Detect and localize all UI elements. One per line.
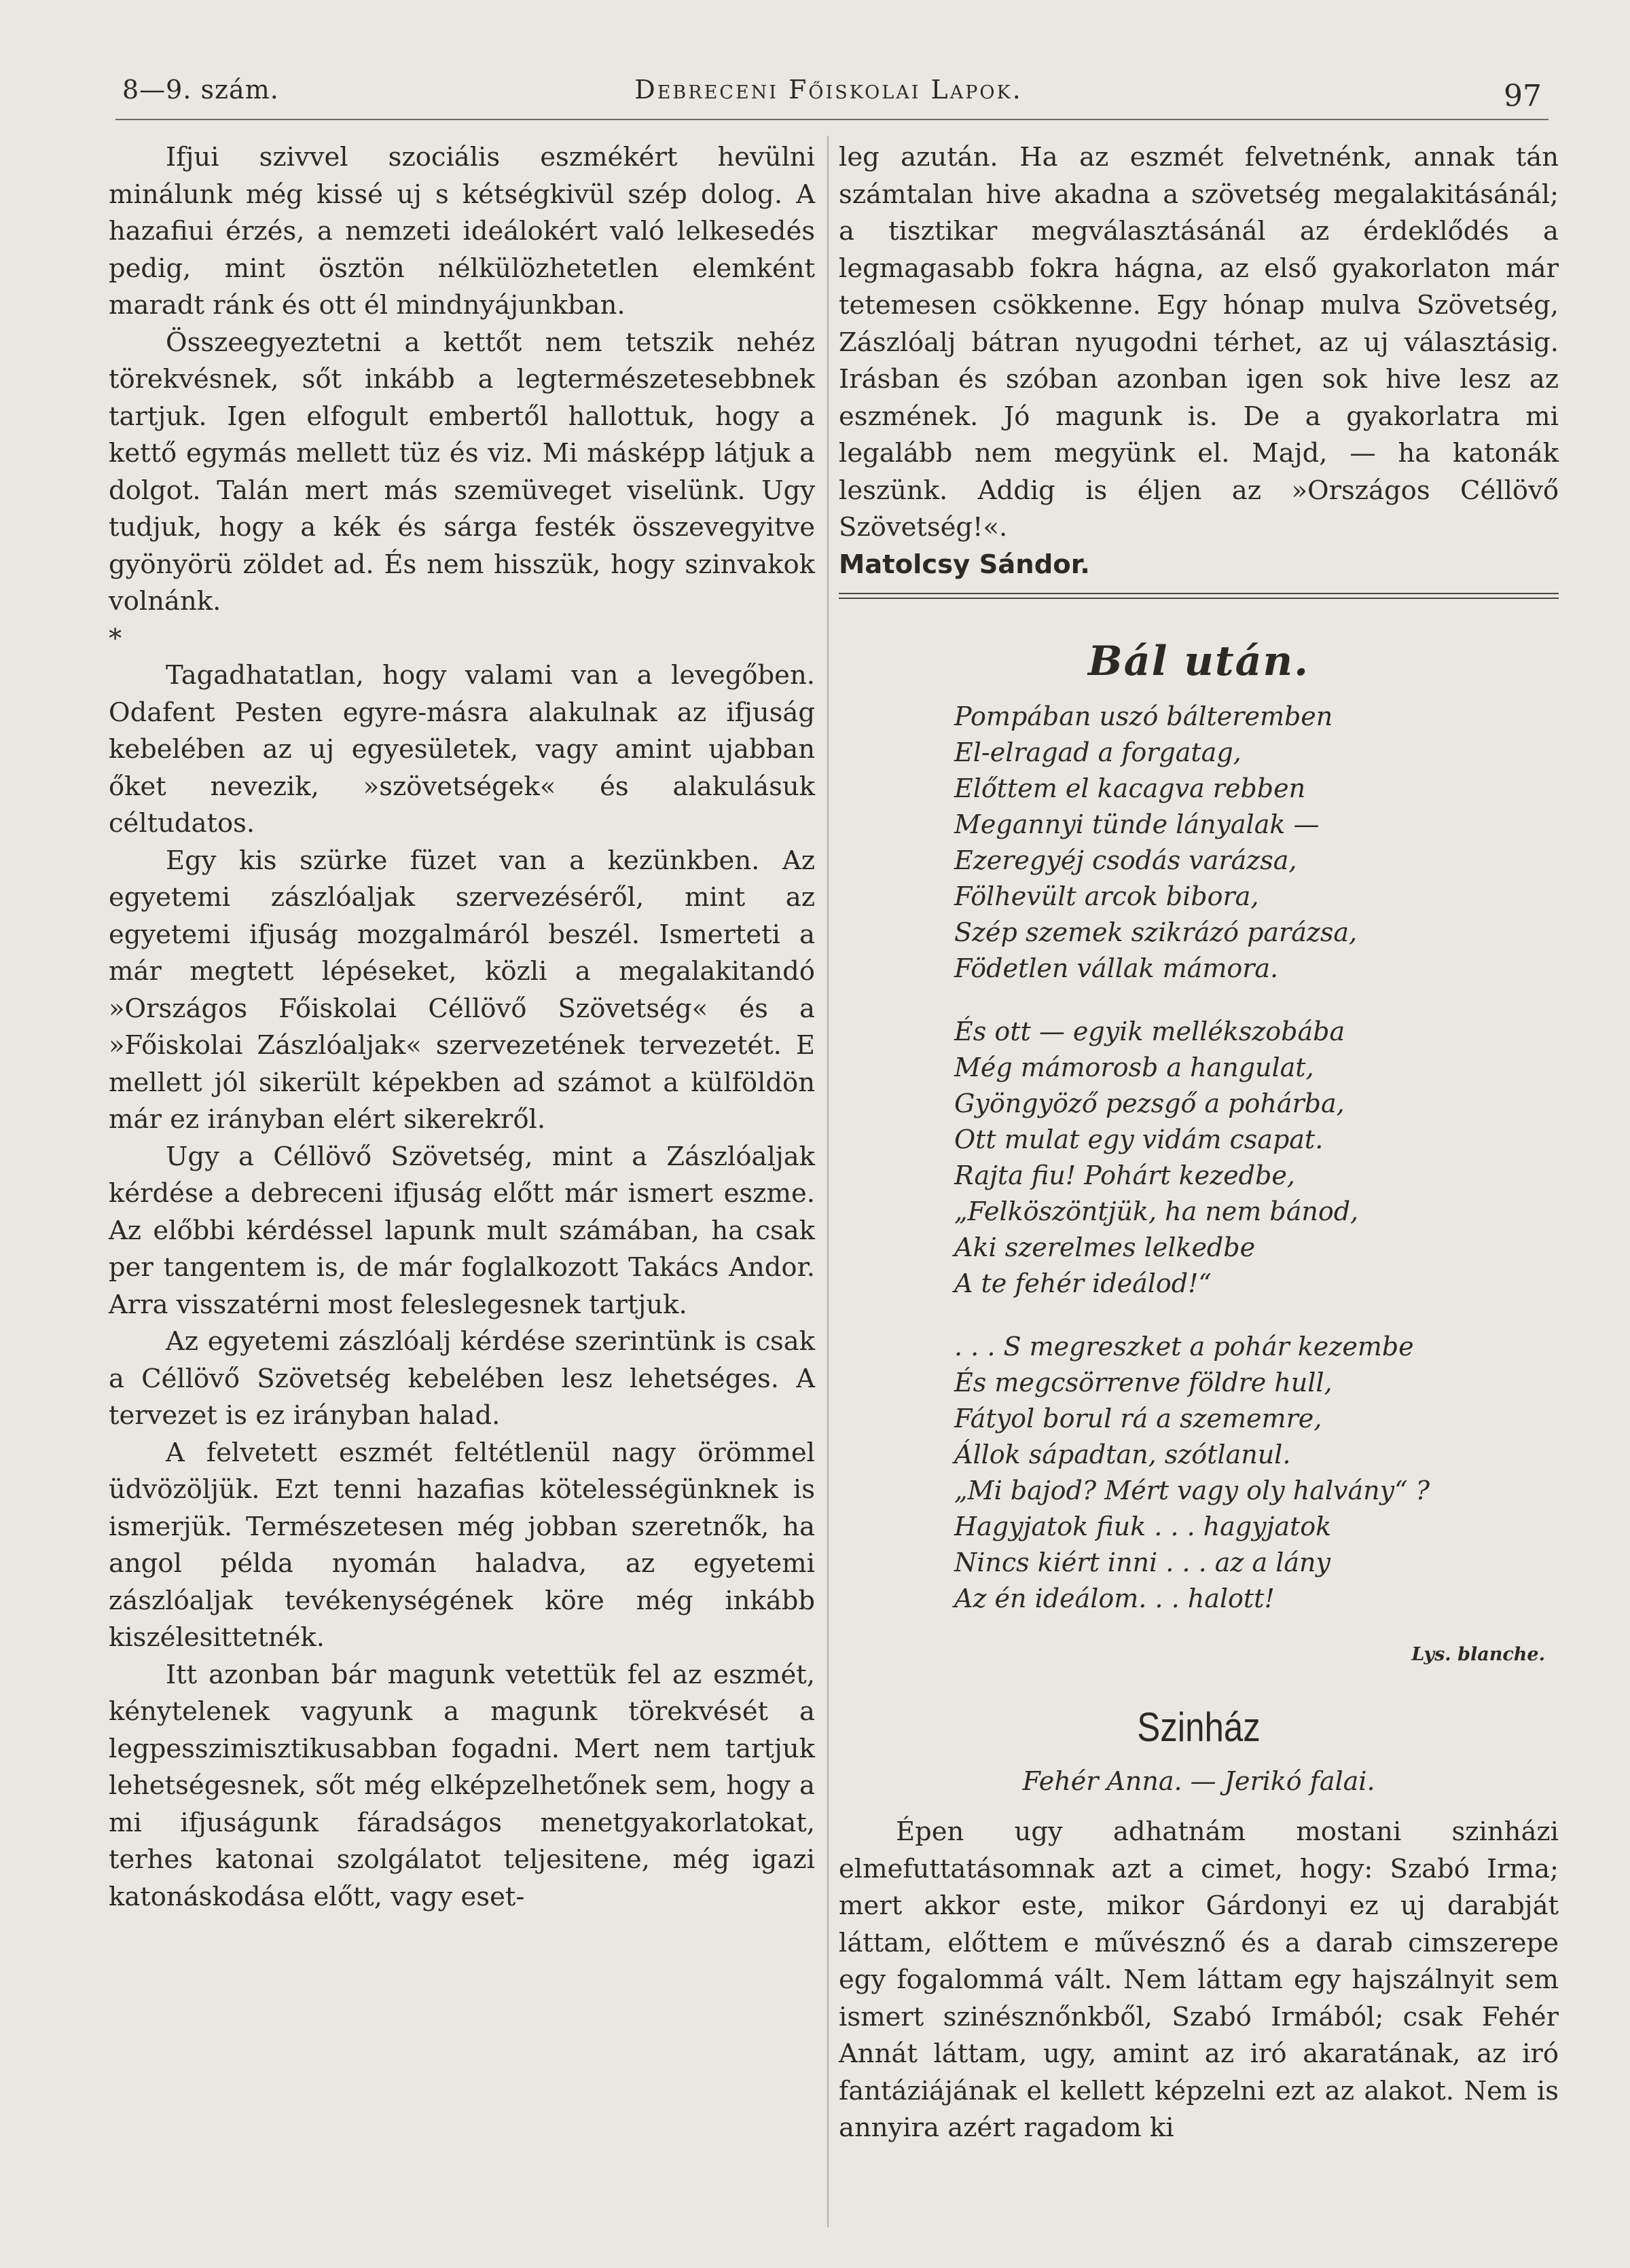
poem-line: . . . S megreszket a pohár kezembe	[954, 1332, 1414, 1361]
article-paragraph: Ugy a Céllövő Szövetség, mint a Zászlóaljak kérdése a debreceni ifjuság előtt már ismert eszme. Az előbbi kérdéssel lapunk mult számában, ha csak per tangentem is, de már foglalkozott Takács Andor. Arra visszatérni most feleslegesnek tartjuk.	[109, 1141, 815, 1320]
poem-author: Lys. blanche.	[1411, 1644, 1545, 1665]
poem-line: Ezeregyéj csodás varázsa,	[954, 845, 1297, 875]
poem-line: Gyöngyöző pezsgő a pohárba,	[954, 1089, 1345, 1118]
page-number: 97	[1504, 79, 1542, 113]
poem-line: Aki szerelmes lelkedbe	[954, 1232, 1256, 1262]
poem-line: És megcsörrenve földre hull,	[954, 1368, 1333, 1397]
article-paragraph: Ifjui szivvel szociális eszmékért hevülni minálunk még kissé uj s kétségkivül szép dolog. A hazafiui érzés, a nemzeti ideálokért való lelkesedés pedig, mint ösztön nélkülözhetetlen elemként maradt ránk és ott él mindnyájunkban.	[109, 142, 815, 321]
right-column	[839, 139, 1559, 2147]
column-separator	[827, 136, 829, 2227]
poem-line: Szép szemek szikrázó parázsa,	[954, 917, 1358, 947]
poem-line: Előttem el kacagva rebben	[954, 773, 1306, 803]
poem-title: Bál után.	[1088, 638, 1309, 685]
poem-line: Az én ideálom. . . halott!	[954, 1584, 1275, 1613]
article-paragraph: Összeegyeztetni a kettőt nem tetszik nehéz törekvésnek, sőt inkább a legtermészetesebbnek tartjuk. Igen elfogult embertől hallottuk, hogy a kettő egymás mellett tüz és viz. Mi másképp látjuk a dolgot. Talán mert más szemüveget viselünk. Ugy tudjuk, hogy a kék és sárga festék összevegyitve gyönyörü zöldet ad. És nem hisszük, hogy szinvakok volnánk.	[109, 327, 815, 617]
poem-line: És ott — egyik mellékszobába	[954, 1017, 1345, 1046]
article-paragraph: Egy kis szürke füzet van a kezünkben. Az egyetemi zászlóaljak szervezéséről, mint az egyetemi ifjuság mozgalmáról beszél. Ismerteti a már megtett lépéseket, közli a megalakitandó »Országos Főiskolai Céllövő Szövetség« és a »Főiskolai Zászlóaljak« szervezetének tervezetét. E mellett jól sikerült képekben ad számot a külföldön már ez irányban elért sikerekről.	[109, 845, 815, 1135]
theatre-paragraph: Épen ugy adhatnám mostani szinházi elmefuttatásomnak azt a cimet, hogy: Szabó Irma; mert akkor este, mikor Gárdonyi ez uj darabját láttam, előttem e művésznő és a darab cimszerepe egy fogalommá vált. Nem láttam egy hajszálnyit sem ismert szinésznőnkből, Szabó Irmából; csak Fehér Annát láttam, ugy, amint az iró akaratának, az iró fantáziájának el kellett képzelni ezt az alakot. Nem is annyira azért ragadom ki	[839, 1816, 1559, 2143]
poem-line: Fölhevült arcok bibora,	[954, 881, 1259, 911]
section-asterisk: *	[109, 623, 122, 654]
poem-line: Megannyi tünde lányalak —	[954, 809, 1320, 839]
article-signature: Matolcsy Sándor.	[839, 549, 1090, 580]
poem-stanza	[954, 699, 1559, 987]
article-paragraph: Az egyetemi zászlóalj kérdése szerintünk is csak a Céllövő Szövetség kebelében lesz lehetséges. A tervezet is ez irányban halad.	[109, 1326, 815, 1431]
poem-line: El-elragad a forgatag,	[954, 737, 1242, 767]
article-paragraph: Tagadhatatlan, hogy valami van a levegőben. Odafent Pesten egyre-másra alakulnak az ifjuság kebelében az uj egyesületek, vagy amint ujabban őket nevezik, »szövetségek« és alakulásuk céltudatos.	[109, 660, 815, 839]
article-paragraph: A felvetett eszmét feltétlenül nagy örömmel üdvözöljük. Ezt tenni hazafias kötelességünknek is ismerjük. Természetesen még jobban szeretnők, ha angol példa nyomán haladva, az egyetemi zászlóaljak tevékenységének köre még inkább kiszélesittetnék.	[109, 1437, 815, 1653]
poem-line: Hagyjatok fiuk . . . hagyjatok	[954, 1512, 1332, 1541]
poem	[954, 699, 1559, 1617]
section-divider	[839, 593, 1559, 602]
journal-title: Debreceni Főiskolai Lapok.	[634, 75, 1023, 105]
article-paragraph: Itt azonban bár magunk vetettük fel az eszmét, kénytelenek vagyunk a magunk törekvését a legpesszimisztikusabban fogadni. Mert nem tartjuk lehetségesnek, sőt még elképzelhetőnek sem, hogy a mi ifjuságunk fáradságos menetgyakorlatokat, terhes katonai szolgálatot teljesitene, még igazi katonáskodása előtt, vagy eset-	[109, 1659, 815, 1912]
poem-line: Födetlen vállak mámora.	[954, 953, 1279, 983]
header-rule	[115, 119, 1548, 120]
poem-line: Állok sápadtan, szótlanul.	[954, 1440, 1291, 1469]
poem-line: Ott mulat egy vidám csapat.	[954, 1124, 1324, 1154]
poem-line: Fátyol borul rá a szememre,	[954, 1404, 1322, 1433]
poem-line: „Felköszöntjük, ha nem bánod,	[954, 1196, 1359, 1226]
poem-stanza	[954, 1329, 1559, 1617]
poem-line: Rajta fiu! Pohárt kezedbe,	[954, 1160, 1295, 1190]
poem-line: Nincs kiért inni . . . az a lány	[954, 1548, 1330, 1577]
section-subheading: Fehér Anna. — Jerikó falai.	[1022, 1766, 1375, 1796]
poem-line: A te fehér ideálod!“	[954, 1268, 1212, 1298]
issue-number: 8—9. szám.	[122, 75, 279, 105]
running-head	[115, 75, 1542, 122]
poem-stanza	[954, 1014, 1559, 1302]
section-heading: Szinház	[1137, 1704, 1261, 1750]
poem-line: „Mi bajod? Mért vagy oly halvány“ ?	[954, 1476, 1430, 1505]
poem-line: Még mámorosb a hangulat,	[954, 1053, 1314, 1082]
left-column	[109, 139, 815, 1916]
poem-line: Pompában uszó bálteremben	[954, 701, 1333, 731]
article-continuation: leg azután. Ha az eszmét felvetnénk, annak tán számtalan hive akadna a szövetség megalakitásánál; a tisztikar megválasztásánál az érdeklődés a legmagasabb fokra hágna, az első gyakorlaton már tetemesen csökkenne. Egy hónap mulva Szövetség, Zászlóalj bátran nyugodni térhet, az uj választásig. Irásban és szóban azonban igen sok hive lesz az eszmének. Jó magunk is. De a gyakorlatra mi legalább nem megyünk el. Majd, — ha katonák leszünk. Addig is éljen az »Országos Céllövő Szövetség!«.	[839, 142, 1559, 543]
